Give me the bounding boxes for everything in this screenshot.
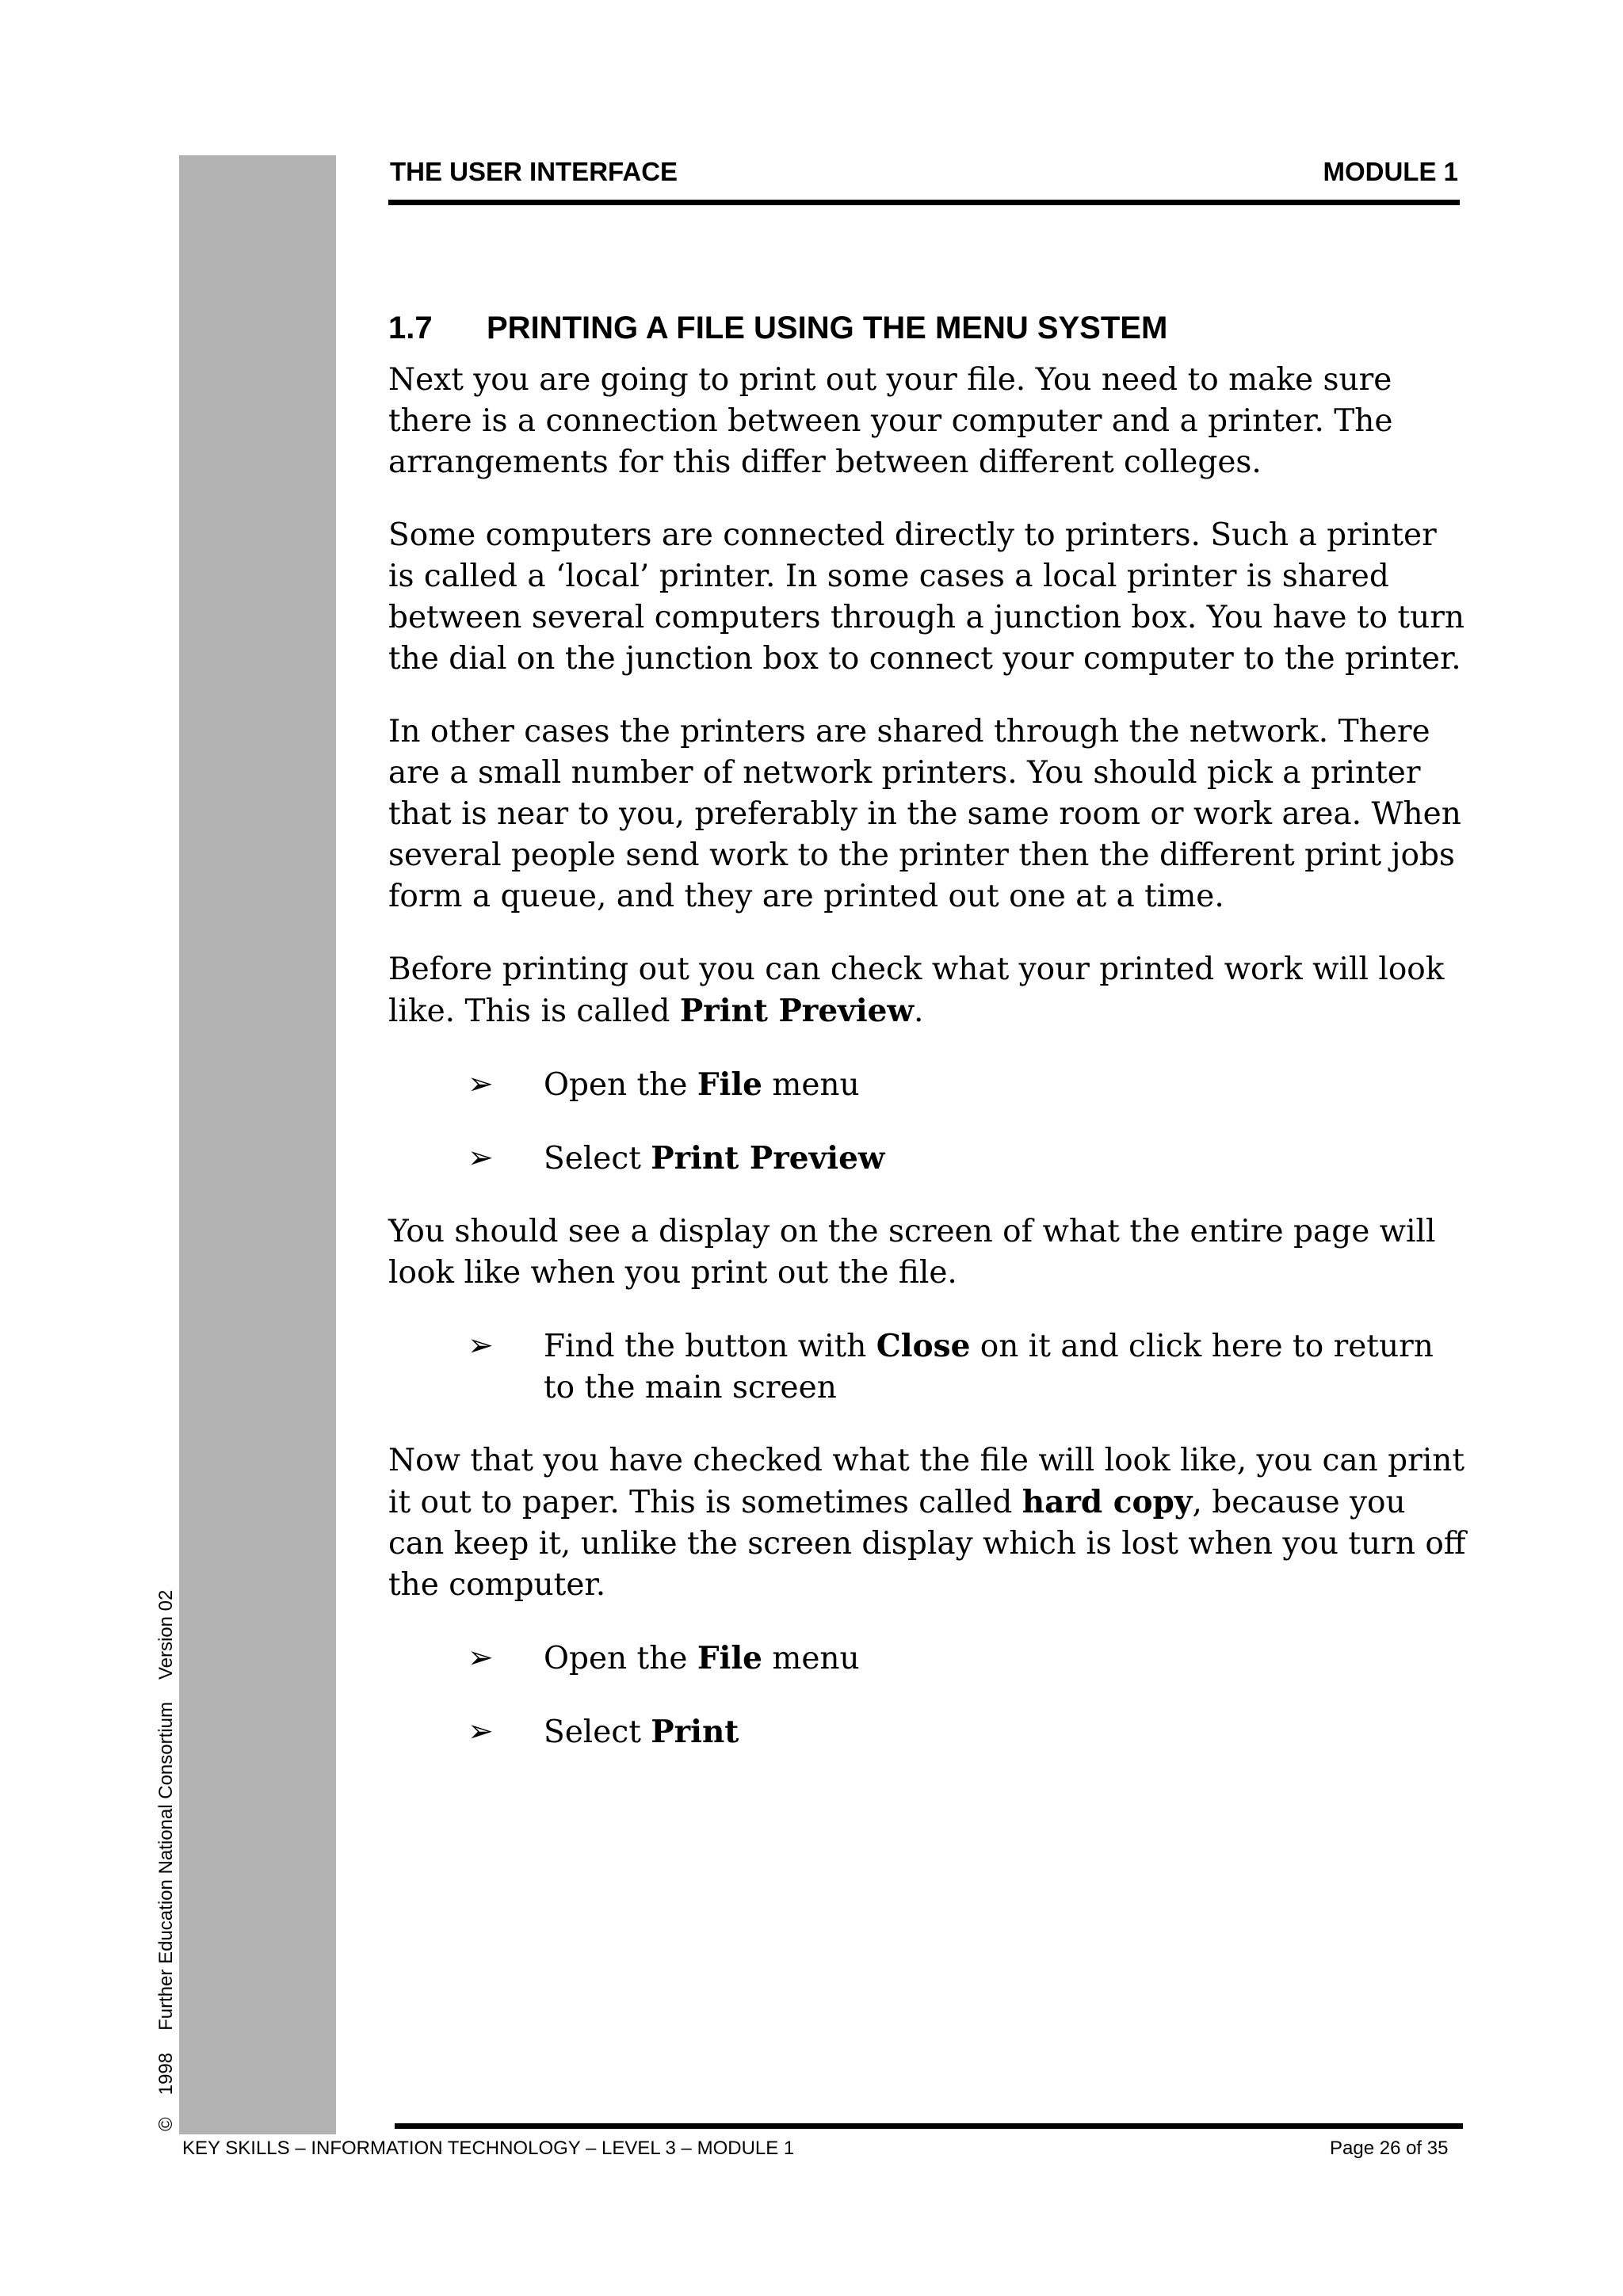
header-title: THE USER INTERFACE <box>390 157 678 186</box>
bullet-select-print-preview: ➢ Select Print Preview <box>388 1138 1469 1180</box>
page-number: Page 26 of 35 <box>1330 2138 1449 2159</box>
section-heading <box>388 307 1466 349</box>
term-print-preview: Print Preview <box>679 993 915 1029</box>
arrow-bullet-icon: ➢ <box>468 1640 494 1676</box>
copyright-org: Further Education National Consortium <box>155 1702 177 2031</box>
page-content <box>388 307 1466 1785</box>
version-label: Version 02 <box>155 1589 177 1680</box>
arrow-bullet-icon: ➢ <box>468 1714 494 1749</box>
arrow-bullet-icon: ➢ <box>468 1140 494 1176</box>
paragraph-intro: Next you are going to print out your file. You need to make sure there is a connection between your computer and a printer. The arrangements for this differ between different colleges. <box>388 362 1393 480</box>
header-module: MODULE 1 <box>1323 157 1458 186</box>
arrow-bullet-icon: ➢ <box>468 1066 494 1102</box>
term-hard-copy: hard copy <box>1022 1484 1193 1520</box>
bullet-open-file-menu-2: ➢ Open the File menu <box>388 1638 1469 1680</box>
footer-course-title: KEY SKILLS – INFORMATION TECHNOLOGY – LEVEL 3 – MODULE 1 <box>182 2138 795 2159</box>
margin-sidebar <box>179 155 336 2134</box>
bullet-select-print: ➢ Select Print <box>388 1711 1469 1753</box>
paragraph-preview-display: You should see a display on the screen of what the entire page will look like when you print out the file. <box>388 1214 1436 1291</box>
paragraph-network-printer: In other cases the printers are shared through the network. There are a small number of network printers. You should pick a printer that is near to you, preferably in the same room or work area. When several people send work to the printer then the different print jobs form a queue, and they are printed out one at a time. <box>388 714 1461 914</box>
paragraph-print-preview: Before printing out you can check what your printed work will look like. This is called Print Preview. <box>388 952 1445 1029</box>
copyright-notice <box>155 1568 178 2131</box>
section-title: PRINTING A FILE USING THE MENU SYSTEM <box>487 311 1168 345</box>
copyright-year: 1998 <box>155 2052 177 2096</box>
paragraph-local-printer: Some computers are connected directly to printers. Such a printer is called a ‘local’ printer. In some cases a local printer is shared between several computers through a junction box. You have to turn the dial on the junction box to connect your computer to the printer. <box>388 517 1465 677</box>
section-number: 1.7 <box>388 311 433 345</box>
paragraph-hard-copy: Now that you have checked what the file will look like, you can print it out to paper. This is sometimes called hard copy, because you can keep it, unlike the screen display which is lost when you turn off the computer. <box>388 1443 1466 1603</box>
footer-rule <box>395 2123 1463 2129</box>
bullet-close-button: ➢ Find the button with Close on it and click here to return to the main screen <box>388 1325 1469 1409</box>
page-header <box>388 155 1460 205</box>
bullet-open-file-menu: ➢ Open the File menu <box>388 1064 1469 1106</box>
copyright-symbol: © <box>155 2117 177 2131</box>
arrow-bullet-icon: ➢ <box>468 1328 494 1363</box>
